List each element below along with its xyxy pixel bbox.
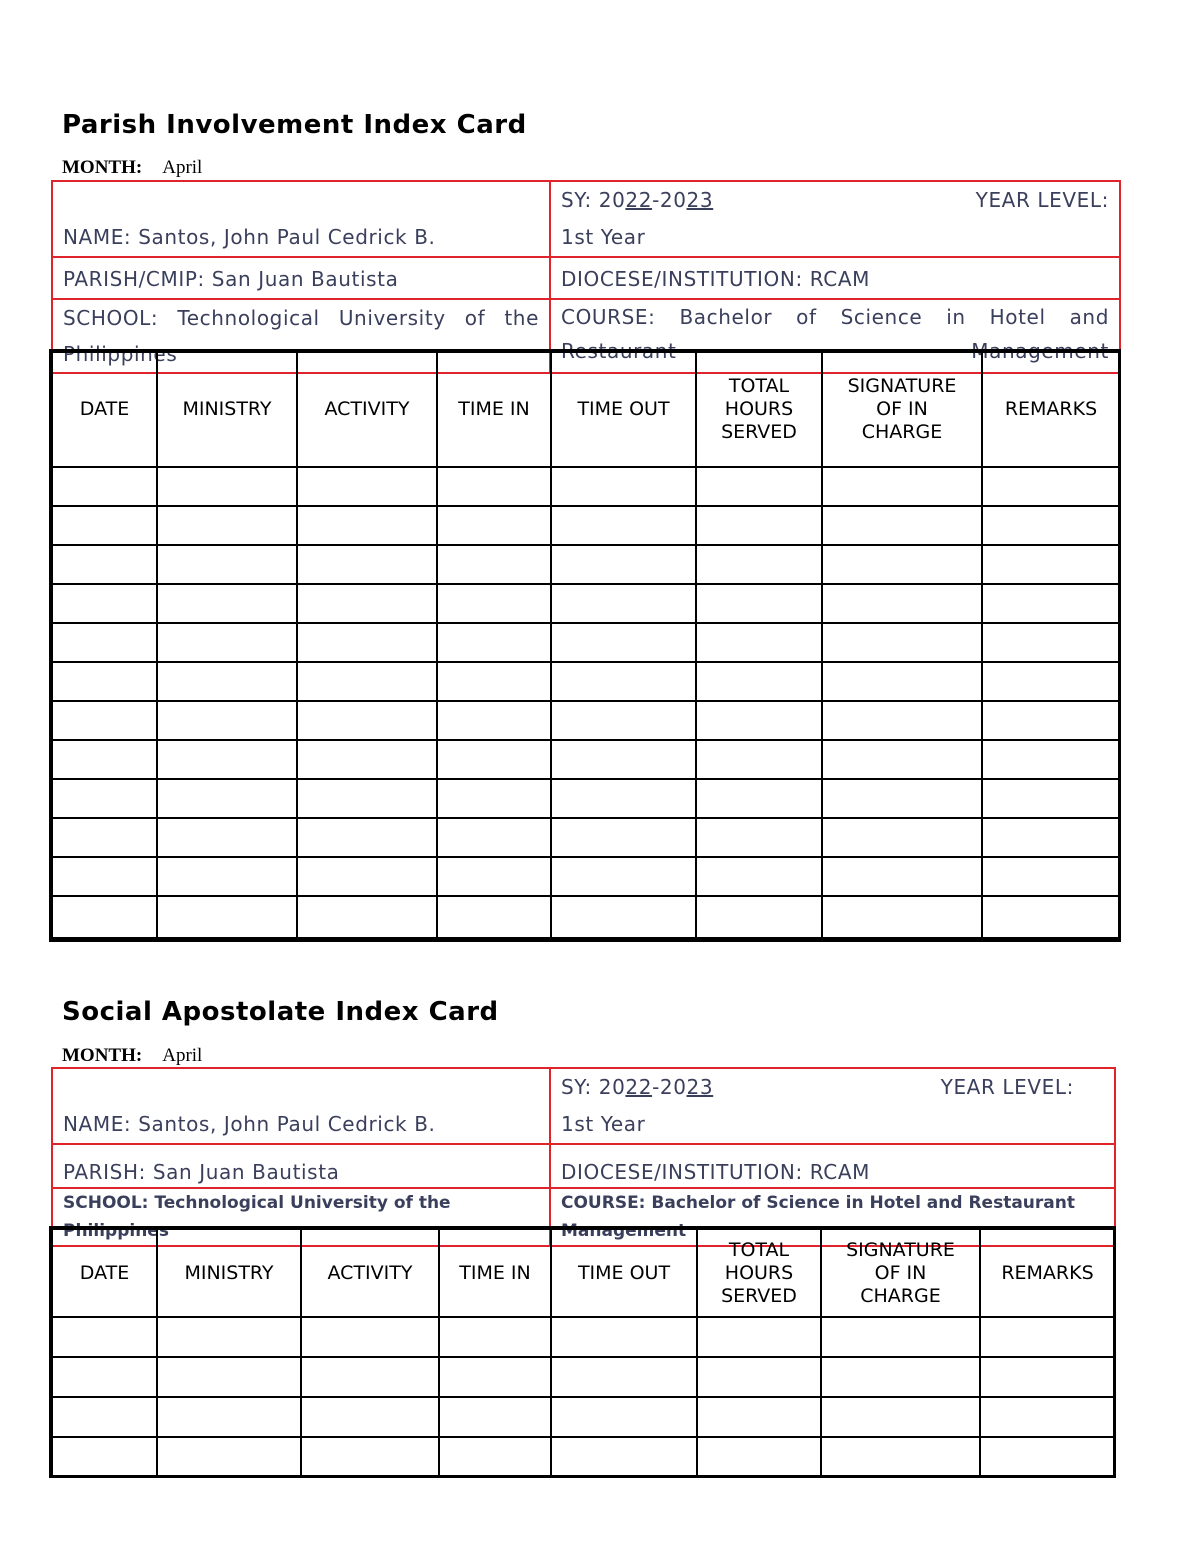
time-out-cell[interactable] — [551, 1357, 697, 1397]
time-out-cell[interactable] — [551, 623, 696, 662]
remarks-cell[interactable] — [982, 623, 1120, 662]
ministry-cell[interactable] — [157, 467, 297, 506]
table-row — [52, 740, 1120, 779]
activity-cell[interactable] — [297, 740, 437, 779]
table-row — [52, 1397, 1115, 1437]
date-cell[interactable] — [52, 1357, 157, 1397]
date-cell[interactable] — [52, 1317, 157, 1357]
remarks-cell[interactable] — [982, 545, 1120, 584]
col-time-out: TIME OUT — [551, 1229, 697, 1317]
ministry-cell[interactable] — [157, 1397, 301, 1437]
ministry-cell[interactable] — [157, 779, 297, 818]
activity-cell[interactable] — [297, 506, 437, 545]
ministry-cell[interactable] — [157, 857, 297, 896]
signature-cell[interactable] — [822, 467, 982, 506]
parish: PARISH: San Juan Bautista — [52, 1144, 550, 1188]
remarks-cell[interactable] — [982, 584, 1120, 623]
signature-cell[interactable] — [822, 506, 982, 545]
remarks-cell[interactable] — [980, 1357, 1115, 1397]
ministry-cell[interactable] — [157, 662, 297, 701]
date-cell[interactable] — [52, 1437, 157, 1477]
header-row — [52, 1229, 1115, 1317]
card-2-title: Social Apostolate Index Card — [62, 997, 499, 1027]
signature-cell[interactable] — [822, 896, 982, 938]
ministry-cell[interactable] — [157, 623, 297, 662]
time-out-cell[interactable] — [551, 1317, 697, 1357]
total-hours-cell[interactable] — [696, 623, 822, 662]
month-value: April — [162, 157, 203, 178]
date-cell[interactable] — [52, 584, 157, 623]
ministry-cell[interactable] — [157, 1317, 301, 1357]
table-row — [52, 857, 1120, 896]
col-time-out: TIME OUT — [551, 352, 696, 467]
card-1-log-table — [51, 351, 1121, 939]
card-2-log-table — [51, 1228, 1116, 1478]
total-hours-cell[interactable] — [697, 1437, 821, 1477]
time-in-cell[interactable] — [437, 662, 551, 701]
time-in-cell[interactable] — [437, 896, 551, 938]
signature-cell[interactable] — [822, 584, 982, 623]
table-row — [52, 701, 1120, 740]
time-out-cell[interactable] — [551, 779, 696, 818]
col-activity: ACTIVITY — [297, 352, 437, 467]
activity-cell[interactable] — [297, 662, 437, 701]
time-out-cell[interactable] — [551, 467, 696, 506]
time-out-cell[interactable] — [551, 1397, 697, 1437]
ministry-cell[interactable] — [157, 818, 297, 857]
col-signature: SIGNATURE OF IN CHARGE — [822, 352, 982, 467]
total-hours-cell[interactable] — [696, 662, 822, 701]
student-name: NAME: Santos, John Paul Cedrick B. — [52, 181, 550, 257]
diocese: DIOCESE/INSTITUTION: RCAM — [550, 257, 1120, 299]
activity-cell[interactable] — [301, 1317, 439, 1357]
signature-cell[interactable] — [822, 740, 982, 779]
col-date: DATE — [52, 352, 157, 467]
col-signature: SIGNATURE OF IN CHARGE — [821, 1229, 980, 1317]
total-hours-cell[interactable] — [696, 467, 822, 506]
ministry-cell[interactable] — [157, 584, 297, 623]
date-cell[interactable] — [52, 467, 157, 506]
signature-cell[interactable] — [822, 545, 982, 584]
signature-cell[interactable] — [821, 1437, 980, 1477]
time-in-cell[interactable] — [437, 701, 551, 740]
time-out-cell[interactable] — [551, 584, 696, 623]
year-level-label: YEAR LEVEL: — [975, 188, 1109, 212]
activity-cell[interactable] — [297, 467, 437, 506]
month-label: MONTH: — [62, 157, 143, 178]
school: SCHOOL: Technological University of the Philippines — [52, 1188, 550, 1246]
col-total-hours: TOTAL HOURS SERVED — [696, 352, 822, 467]
time-in-cell[interactable] — [439, 1397, 551, 1437]
date-cell[interactable] — [52, 662, 157, 701]
date-cell[interactable] — [52, 1397, 157, 1437]
time-out-cell[interactable] — [551, 701, 696, 740]
signature-cell[interactable] — [822, 818, 982, 857]
ministry-cell[interactable] — [157, 506, 297, 545]
diocese: DIOCESE/INSTITUTION: RCAM — [550, 1144, 1115, 1188]
date-cell[interactable] — [52, 740, 157, 779]
table-row — [52, 584, 1120, 623]
time-in-cell[interactable] — [439, 1437, 551, 1477]
time-in-cell[interactable] — [437, 740, 551, 779]
total-hours-cell[interactable] — [696, 818, 822, 857]
col-date: DATE — [52, 1229, 157, 1317]
col-ministry: MINISTRY — [157, 352, 297, 467]
activity-cell[interactable] — [297, 818, 437, 857]
school-year: SY: 2022-2023 — [561, 188, 714, 212]
table-row — [52, 662, 1120, 701]
student-name: NAME: Santos, John Paul Cedrick B. — [52, 1068, 550, 1144]
remarks-cell[interactable] — [980, 1437, 1115, 1477]
remarks-cell[interactable] — [982, 467, 1120, 506]
date-cell[interactable] — [52, 545, 157, 584]
time-in-cell[interactable] — [437, 818, 551, 857]
total-hours-cell[interactable] — [696, 896, 822, 938]
card-2-info-table — [51, 1067, 1116, 1247]
time-out-cell[interactable] — [551, 662, 696, 701]
remarks-cell[interactable] — [982, 740, 1120, 779]
time-in-cell[interactable] — [437, 545, 551, 584]
total-hours-cell[interactable] — [697, 1317, 821, 1357]
remarks-cell[interactable] — [982, 662, 1120, 701]
year-level-value: 1st Year — [561, 225, 646, 249]
remarks-cell[interactable] — [982, 857, 1120, 896]
card-1-info-table — [51, 180, 1121, 374]
activity-cell[interactable] — [297, 896, 437, 938]
time-in-cell[interactable] — [437, 467, 551, 506]
date-cell[interactable] — [52, 779, 157, 818]
time-out-cell[interactable] — [551, 896, 696, 938]
col-activity: ACTIVITY — [301, 1229, 439, 1317]
course: COURSE: Bachelor of Science in Hotel and Restaurant Management — [550, 299, 1120, 373]
date-cell[interactable] — [52, 701, 157, 740]
total-hours-cell[interactable] — [696, 857, 822, 896]
signature-cell[interactable] — [821, 1357, 980, 1397]
sy-year-level — [550, 181, 1120, 257]
remarks-cell[interactable] — [982, 779, 1120, 818]
remarks-cell[interactable] — [982, 818, 1120, 857]
sy-year-level — [550, 1068, 1115, 1144]
school-year: SY: 2022-2023 — [561, 1075, 714, 1099]
remarks-cell[interactable] — [980, 1317, 1115, 1357]
activity-cell[interactable] — [297, 779, 437, 818]
course: COURSE: Bachelor of Science in Hotel and Restaurant Management — [550, 1188, 1115, 1246]
time-in-cell[interactable] — [439, 1317, 551, 1357]
total-hours-cell[interactable] — [696, 740, 822, 779]
date-cell[interactable] — [52, 623, 157, 662]
time-out-cell[interactable] — [551, 857, 696, 896]
remarks-cell[interactable] — [982, 701, 1120, 740]
ministry-cell[interactable] — [157, 896, 297, 938]
col-ministry: MINISTRY — [157, 1229, 301, 1317]
year-level-label: YEAR LEVEL: — [940, 1075, 1074, 1099]
signature-cell[interactable] — [822, 623, 982, 662]
card-1-month — [62, 157, 202, 179]
ministry-cell[interactable] — [157, 701, 297, 740]
date-cell[interactable] — [52, 857, 157, 896]
activity-cell[interactable] — [301, 1357, 439, 1397]
signature-cell[interactable] — [822, 779, 982, 818]
col-time-in: TIME IN — [437, 352, 551, 467]
card-1-title: Parish Involvement Index Card — [62, 110, 527, 140]
time-in-cell[interactable] — [437, 857, 551, 896]
time-in-cell[interactable] — [437, 584, 551, 623]
month-value: April — [162, 1045, 203, 1066]
date-cell[interactable] — [52, 818, 157, 857]
table-row — [52, 506, 1120, 545]
total-hours-cell[interactable] — [696, 545, 822, 584]
ministry-cell[interactable] — [157, 1357, 301, 1397]
table-row — [52, 779, 1120, 818]
signature-cell[interactable] — [822, 857, 982, 896]
table-row — [52, 545, 1120, 584]
signature-cell[interactable] — [822, 701, 982, 740]
time-in-cell[interactable] — [439, 1357, 551, 1397]
col-total-hours: TOTAL HOURS SERVED — [697, 1229, 821, 1317]
total-hours-cell[interactable] — [696, 779, 822, 818]
date-cell[interactable] — [52, 896, 157, 938]
remarks-cell[interactable] — [980, 1397, 1115, 1437]
activity-cell[interactable] — [297, 701, 437, 740]
time-in-cell[interactable] — [437, 779, 551, 818]
col-remarks: REMARKS — [982, 352, 1120, 467]
date-cell[interactable] — [52, 506, 157, 545]
table-row — [52, 818, 1120, 857]
card-2-month — [62, 1045, 202, 1067]
activity-cell[interactable] — [297, 623, 437, 662]
school: SCHOOL: Technological University of the Philippines — [52, 299, 550, 373]
ministry-cell[interactable] — [157, 545, 297, 584]
signature-cell[interactable] — [821, 1317, 980, 1357]
ministry-cell[interactable] — [157, 1437, 301, 1477]
time-out-cell[interactable] — [551, 545, 696, 584]
time-in-cell[interactable] — [437, 623, 551, 662]
total-hours-cell[interactable] — [697, 1357, 821, 1397]
month-label: MONTH: — [62, 1045, 143, 1066]
remarks-cell[interactable] — [982, 896, 1120, 938]
time-out-cell[interactable] — [551, 740, 696, 779]
total-hours-cell[interactable] — [696, 506, 822, 545]
ministry-cell[interactable] — [157, 740, 297, 779]
time-out-cell[interactable] — [551, 1437, 697, 1477]
table-row — [52, 1437, 1115, 1477]
total-hours-cell[interactable] — [696, 584, 822, 623]
table-row — [52, 467, 1120, 506]
table-row — [52, 623, 1120, 662]
header-row — [52, 352, 1120, 467]
year-level-value: 1st Year — [561, 1112, 646, 1136]
table-row — [52, 896, 1120, 938]
table-row — [52, 1357, 1115, 1397]
remarks-cell[interactable] — [982, 506, 1120, 545]
signature-cell[interactable] — [821, 1397, 980, 1437]
time-out-cell[interactable] — [551, 818, 696, 857]
total-hours-cell[interactable] — [696, 701, 822, 740]
activity-cell[interactable] — [297, 584, 437, 623]
signature-cell[interactable] — [822, 662, 982, 701]
total-hours-cell[interactable] — [697, 1397, 821, 1437]
activity-cell[interactable] — [301, 1437, 439, 1477]
activity-cell[interactable] — [301, 1397, 439, 1437]
parish: PARISH/CMIP: San Juan Bautista — [52, 257, 550, 299]
col-remarks: REMARKS — [980, 1229, 1115, 1317]
time-out-cell[interactable] — [551, 506, 696, 545]
table-row — [52, 1317, 1115, 1357]
activity-cell[interactable] — [297, 545, 437, 584]
time-in-cell[interactable] — [437, 506, 551, 545]
col-time-in: TIME IN — [439, 1229, 551, 1317]
activity-cell[interactable] — [297, 857, 437, 896]
